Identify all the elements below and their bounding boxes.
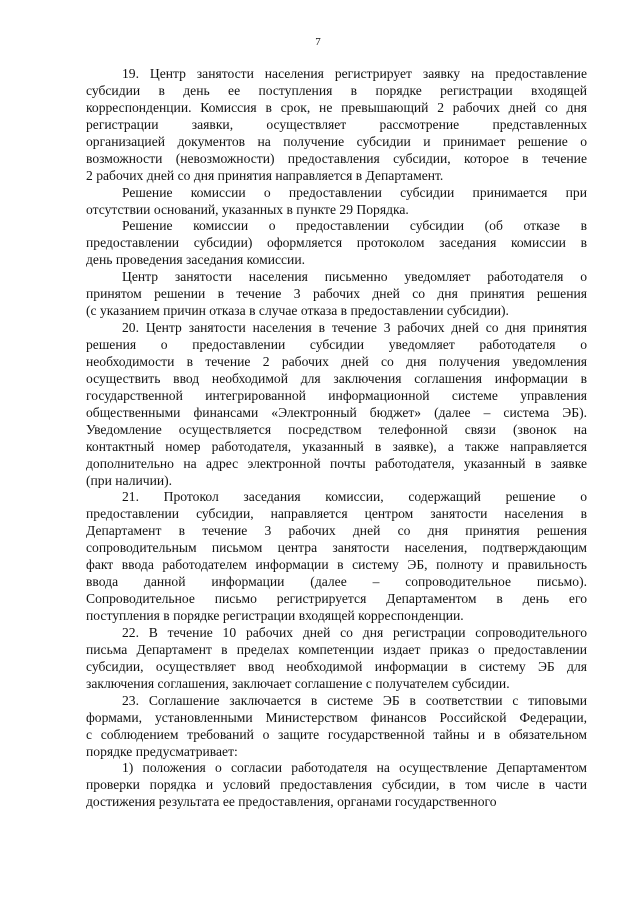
text-line: проверки порядка и условий предоставления субсидии, в том числе в части bbox=[86, 777, 587, 793]
paragraph-p23 bbox=[86, 693, 587, 761]
text-line: 2 рабочих дней со дня принятия направляется в Департамент. bbox=[86, 167, 444, 183]
text-line: государственной интегрированной информационной системе управления bbox=[86, 387, 587, 403]
text-line: поступления в порядке регистрации входящей корреспонденции. bbox=[86, 608, 464, 623]
paragraph-p23-1 bbox=[86, 760, 587, 811]
text-line: Решение комиссии о предоставлении субсидии (об отказе в bbox=[122, 218, 587, 234]
text-line: решения о предоставлении субсидии уведомляет работодателя о bbox=[86, 337, 587, 352]
text-line: 21. Протокол заседания комиссии, содержащий решение о bbox=[122, 489, 587, 505]
text-line: 23. Соглашение заключается в системе ЭБ в соответствии с типовыми bbox=[122, 692, 587, 708]
text-line: отсутствии оснований, указанных в пункте 29 Порядка. bbox=[86, 201, 409, 217]
paragraph-p21 bbox=[86, 489, 587, 625]
text-line: Сопроводительное письмо регистрируется Департаментом в день его bbox=[86, 591, 587, 607]
text-line: заключения соглашения, заключает соглашение с получателем субсидии. bbox=[86, 675, 510, 691]
paragraph-p20 bbox=[86, 320, 587, 489]
text-line: осуществить ввод необходимой для заключения соглашения информации в bbox=[86, 370, 587, 386]
text-line: письма Департамент в пределах компетенции издает приказ о предоставлении bbox=[86, 641, 587, 657]
text-line: 22. В течение 10 рабочих дней со дня регистрации сопроводительного bbox=[122, 624, 587, 640]
text-line: субсидии в день ее поступления в порядке регистрации входящей bbox=[86, 82, 587, 98]
paragraph-p19c bbox=[86, 218, 587, 269]
text-line: Уведомление осуществляется посредством телефонной связи (звонок на bbox=[86, 421, 587, 437]
text-line: дополнительно на адрес электронной почты работодателя, указанный в заявке bbox=[86, 455, 587, 471]
text-line: ввода данной информации (далее – сопроводительное письмо). bbox=[86, 574, 587, 590]
text-line: Решение комиссии о предоставлении субсидии принимается при bbox=[122, 184, 587, 200]
text-line: факт ввода работодателем информации в систему ЭБ, полноту и правильность bbox=[86, 557, 587, 573]
paragraph-p22 bbox=[86, 625, 587, 693]
page-number: 7 bbox=[315, 36, 321, 48]
document-body bbox=[86, 66, 587, 811]
text-line: (с указанием причин отказа в случае отказа в предоставлении субсидии). bbox=[86, 303, 509, 319]
text-line: принятом решении в течение 3 рабочих дней со дня принятия решения bbox=[86, 286, 587, 302]
text-line: контактный номер работодателя, указанный в заявке), а также направляется bbox=[86, 438, 587, 454]
text-line: сопроводительным письмом центра занятости населения, подтверждающим bbox=[86, 540, 587, 556]
paragraph-p19d bbox=[86, 269, 587, 320]
text-line: Департамент в течение 3 рабочих дней со дня принятия решения bbox=[86, 523, 587, 539]
text-line: предоставлении субсидии, направляется центром занятости населения в bbox=[86, 506, 587, 522]
text-line: день проведения заседания комиссии. bbox=[86, 252, 305, 268]
text-line: регистрации заявки, осуществляет рассмотрение представленных bbox=[86, 116, 587, 132]
text-line: организацией документов на получение субсидии и принимает решение о bbox=[86, 133, 587, 149]
text-line: достижения результата ее предоставления, органами государственного bbox=[86, 794, 497, 810]
text-line: Центр занятости населения письменно уведомляет работодателя о bbox=[122, 269, 587, 285]
paragraph-p19 bbox=[86, 66, 587, 185]
paragraph-p19b bbox=[86, 185, 587, 219]
text-line: (при наличии). bbox=[86, 472, 173, 488]
text-line: предоставлении субсидии) оформляется протоколом заседания комиссии в bbox=[86, 235, 587, 251]
text-line: с соблюдением требований о защите государственной тайны и в обязательном bbox=[86, 726, 587, 742]
text-line: необходимости в течение 2 рабочих дней со дня получения уведомления bbox=[86, 353, 587, 369]
text-line: 20. Центр занятости населения в течение 3 рабочих дней со дня принятия bbox=[122, 320, 587, 336]
text-line: 1) положения о согласии работодателя на осуществление Департаментом bbox=[122, 760, 587, 776]
text-line: 19. Центр занятости населения регистрирует заявку на предоставление bbox=[122, 66, 587, 81]
text-line: формами, установленными Министерством финансов Российской Федерации, bbox=[86, 709, 587, 725]
text-line: возможности (невозможности) предоставления субсидии, которое в течение bbox=[86, 150, 587, 166]
text-line: субсидии, осуществляет ввод необходимой информации в систему ЭБ для bbox=[86, 658, 587, 674]
text-line: порядке предусматривает: bbox=[86, 743, 238, 759]
text-line: корреспонденции. Комиссия в срок, не превышающий 2 рабочих дней со дня bbox=[86, 99, 587, 115]
text-line: общественными финансами «Электронный бюджет» (далее – система ЭБ). bbox=[86, 404, 587, 420]
